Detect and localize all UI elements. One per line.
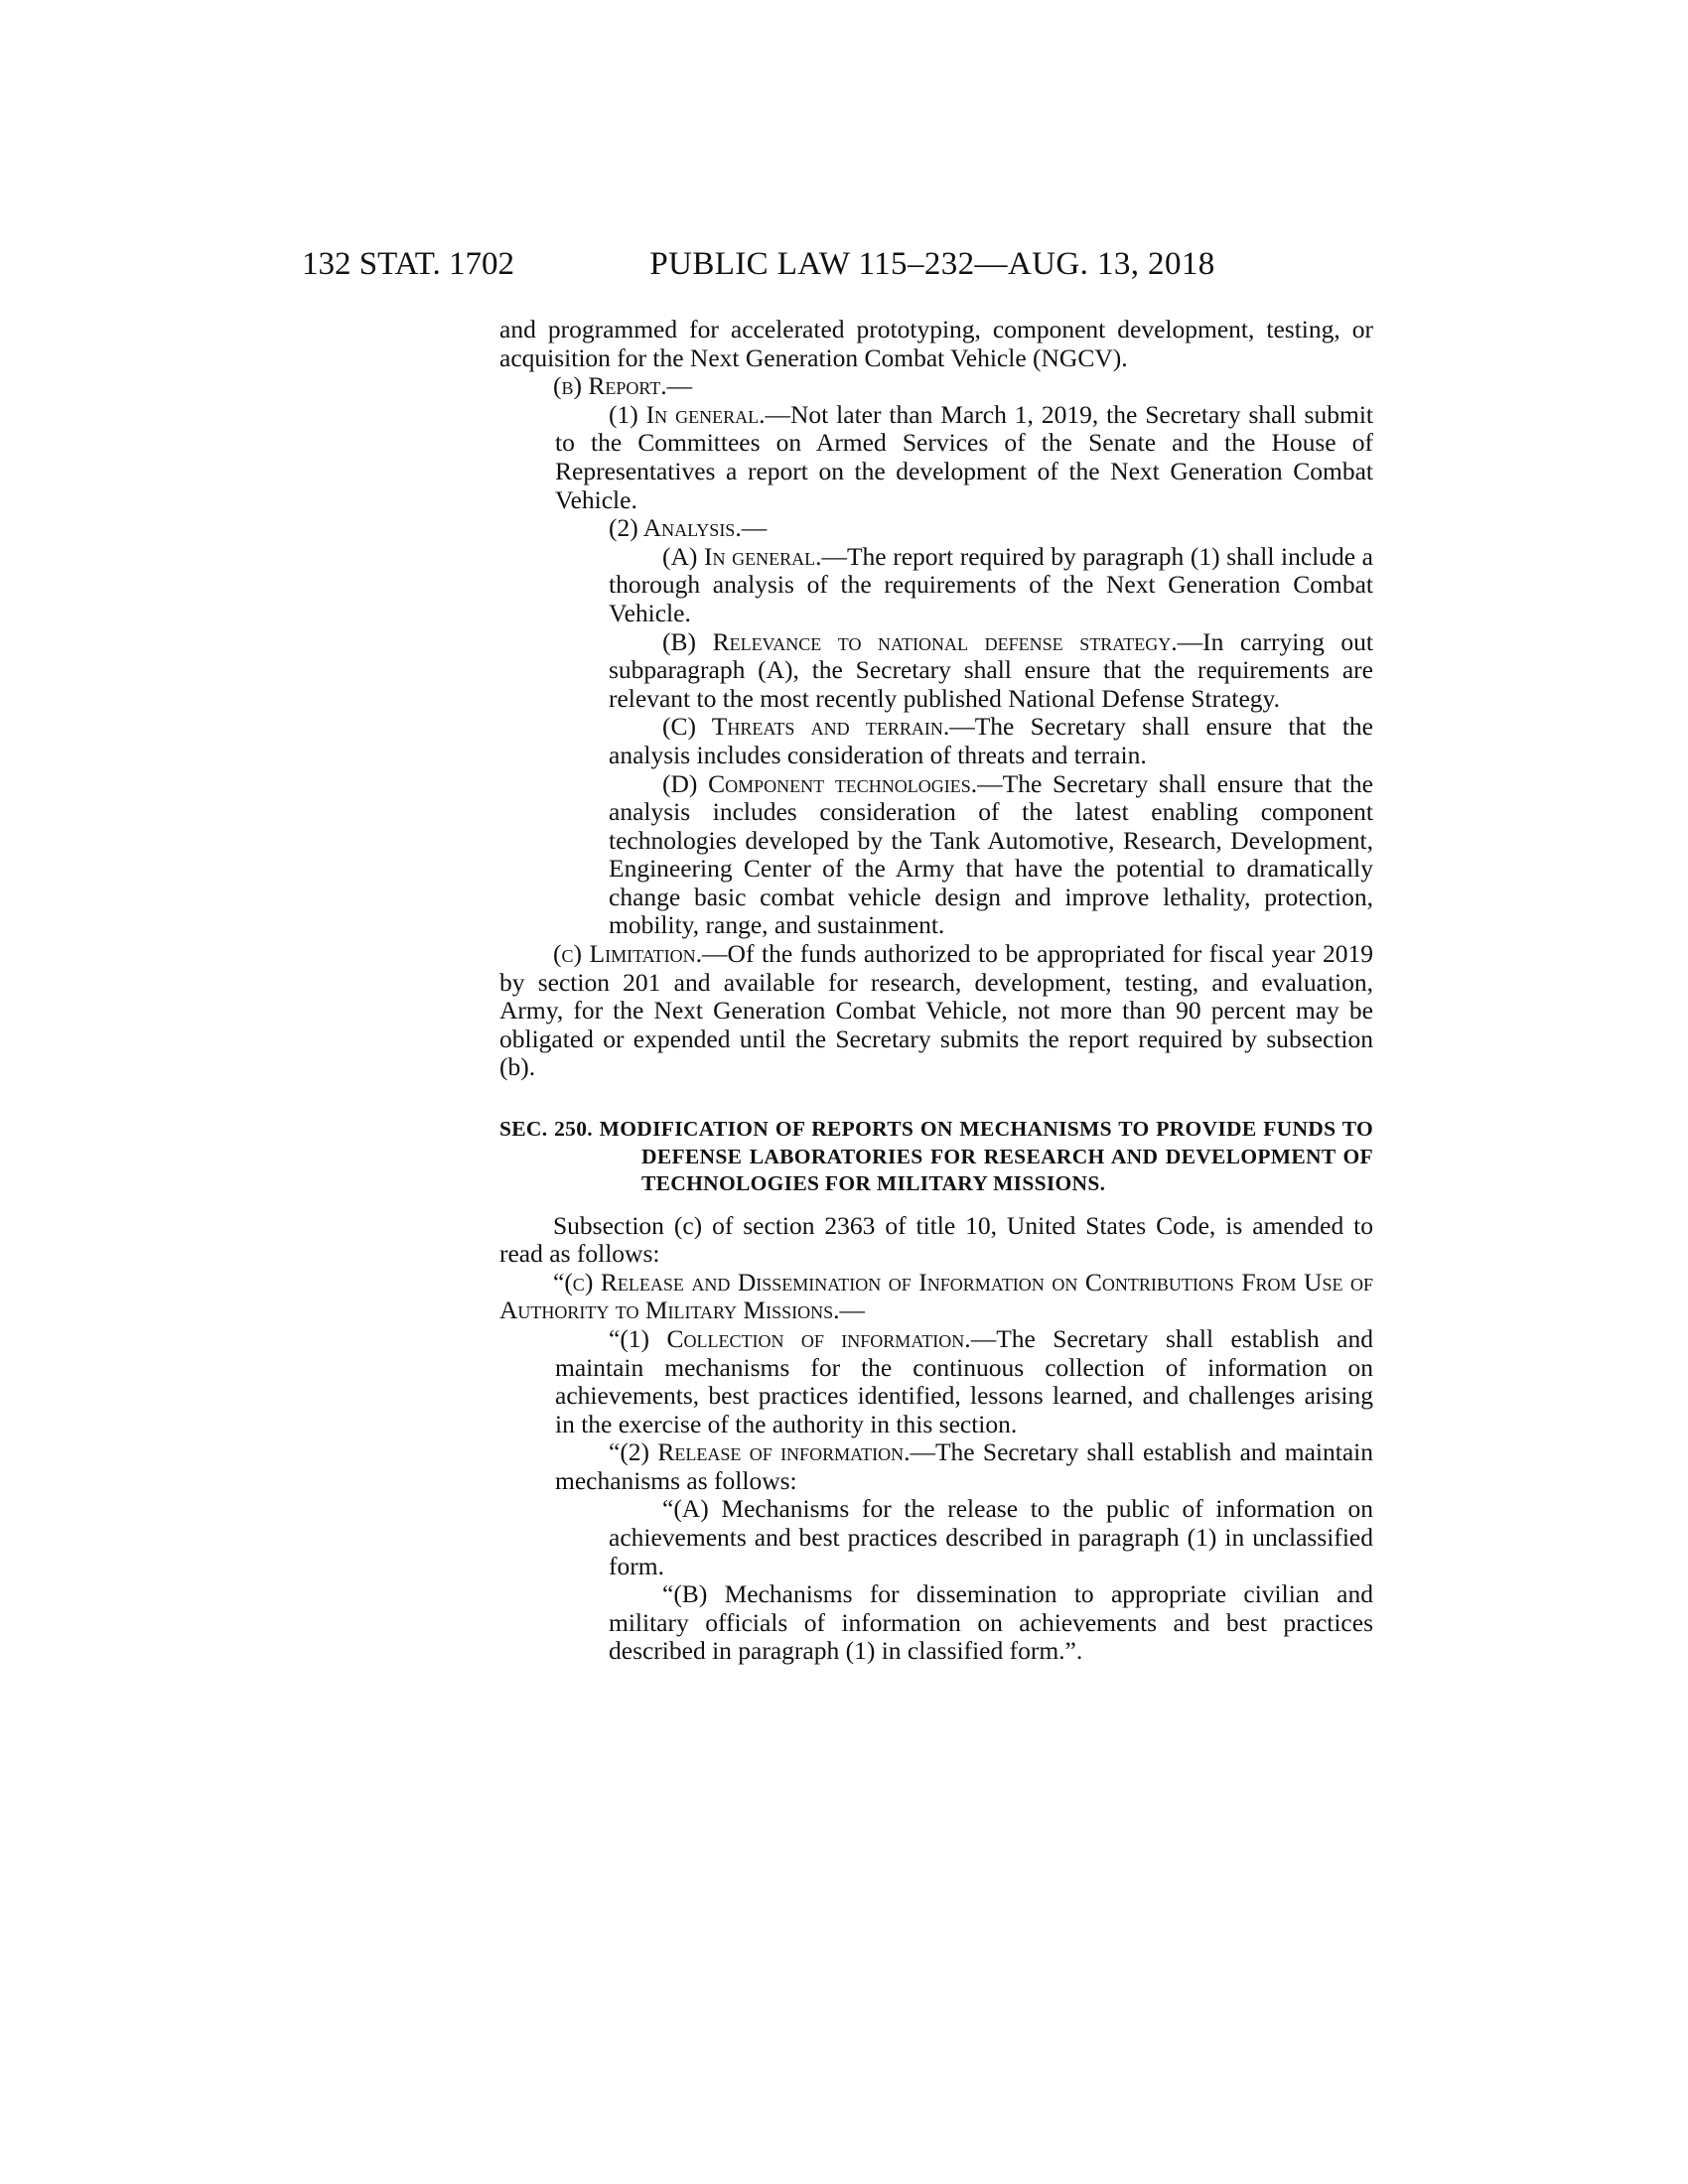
continued-paragraph: and programmed for accelerated prototyping, component development, testing, or acquisition for the Next Generation Combat Vehicle (NGCV). — [499, 315, 1373, 372]
subsection-c-heading: (c) Limitation. — [553, 939, 703, 969]
subparagraph-c-text: —The Secretary shall ensure that the analysis includes consideration of threats and terrain. — [609, 712, 1373, 769]
quoted-paragraph-2 — [499, 1438, 1373, 1495]
section-heading: SEC. 250. MODIFICATION OF REPORTS ON MECHANISMS TO PROVIDE FUNDS TO DEFENSE LABORATORIES FOR RESEARCH AND DEVELOPMENT OF TECHNOLOGIES FOR MILITARY MISSIONS. — [499, 1117, 1373, 1196]
subparagraph-b-text: —In carrying out subparagraph (A), the Secretary shall ensure that the requirements are relevant to the most recently published National Defense Strategy. — [609, 626, 1374, 713]
subparagraph-d — [499, 770, 1373, 941]
statute-text — [499, 316, 1373, 1666]
paragraph-b1-heading: (1) In general. — [609, 399, 766, 429]
subparagraph-d-heading: (D) Component technologies. — [662, 768, 978, 798]
subparagraph-d-text: —The Secretary shall ensure that the analysis includes consideration of the latest enabling component technologies developed by the Tank Automotive, Research, Development, Engineering Center of the Army that have the potential to dramatically change basic combat vehicle design and improve lethality, protection, mobility, range, and sustainment. — [609, 768, 1373, 940]
subparagraph-a — [499, 543, 1373, 628]
subparagraph-c-heading: (C) Threats and terrain. — [662, 712, 950, 742]
quoted-paragraph-2-heading: “(2) Release of information. — [609, 1437, 911, 1467]
quoted-paragraph-1 — [499, 1325, 1373, 1438]
subparagraph-a-heading: (A) In general. — [662, 541, 822, 571]
subsection-c-text: —Of the funds authorized to be appropriated for fiscal year 2019 by section 201 and available for research, development, testing, and evaluation, Army, for the Next Generation Combat Vehicle, not more than 90 percent may be obligated or expended until the Secretary submits the report required by subsection (b). — [499, 939, 1374, 1082]
quoted-paragraph-1-heading: “(1) Collection of information. — [609, 1323, 971, 1353]
quoted-paragraph-1-text: —The Secretary shall establish and maintain mechanisms for the continuous collection of information on achievements, best practices identified, lessons learned, and challenges arising in the exercise of the authority in this section. — [555, 1323, 1373, 1438]
paragraph-b1-text: —Not later than March 1, 2019, the Secretary shall submit to the Committees on Armed Services of the Senate and the House of Representatives a report on the development of the Next Generation Combat Vehicle. — [555, 399, 1373, 514]
quoted-subparagraph-b: “(B) Mechanisms for dissemination to appropriate civilian and military officials of information on achievements and best practices described in paragraph (1) in classified form.”. — [609, 1579, 1373, 1666]
stat-page-number: 132 STAT. 1702 — [302, 246, 515, 282]
running-head: PUBLIC LAW 115–232—AUG. 13, 2018 — [649, 246, 1215, 282]
subparagraph-c — [499, 713, 1373, 769]
paragraph-b2-heading: (2) Analysis.— — [609, 513, 768, 543]
quoted-subparagraph-a: “(A) Mechanisms for the release to the public of information on achievements and best practices described in paragraph (1) in unclassified form. — [609, 1494, 1373, 1580]
subparagraph-b — [499, 628, 1373, 714]
paragraph-b1 — [499, 401, 1373, 514]
quoted-paragraph-2-text: —The Secretary shall establish and maintain mechanisms as follows: — [555, 1437, 1373, 1495]
quoted-subsection-c-heading: “(c) Release and Dissemination of Information on Contributions From Use of Authority to Military Missions.— — [499, 1267, 1373, 1325]
amendment-intro: Subsection (c) of section 2363 of title 10, United States Code, is amended to read as follows: — [499, 1210, 1373, 1269]
subparagraph-a-text: —The report required by paragraph (1) shall include a thorough analysis of the requirements of the Next Generation Combat Vehicle. — [609, 541, 1373, 627]
subsection-c — [499, 940, 1373, 1082]
subsection-b-heading: (b) Report.— — [553, 371, 693, 401]
page-header — [302, 241, 1374, 287]
subparagraph-b-heading: (B) Relevance to national defense strategy. — [662, 626, 1178, 656]
